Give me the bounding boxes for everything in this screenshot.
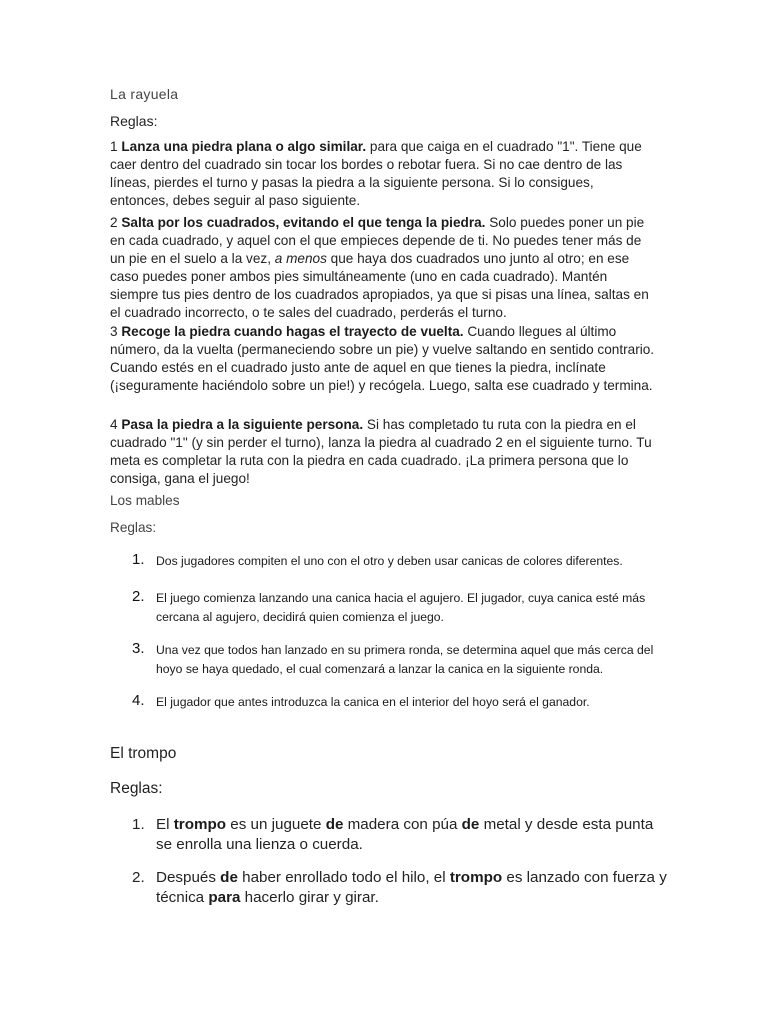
list-item: 1. El trompo es un juguete de madera con púa de metal y desde esta punta se enrolla una lienza o cuerda.: [132, 816, 654, 853]
rayuela-rule-3: 3 Recoge la piedra cuando hagas el trayecto de vuelta. Cuando llegues al último número, da la vuelta (permaneciendo sobre un pie) y vuelve saltando en sentido contrario. Cuando estés en el cuadrado justo ante de aquel en que tienes la piedra, inclínate (¡seguramente haciéndolo sobre un pie!) y recógela. Luego, salta ese cuadrado y termina.: [110, 324, 655, 393]
reglas-heading-trompo: Reglas:: [110, 780, 163, 797]
rule-2-bold: Salta por los cuadrados, evitando el que tenga la piedra.: [121, 215, 486, 230]
rayuela-rule-4: 4 Pasa la piedra a la siguiente persona. Si has completado tu ruta con la piedra en el cuadrado "1" (y sin perder el turno), lanza la piedra al cuadrado 2 en el siguiente turno. Tu meta es completar la ruta con la piedra en cada cuadrado. ¡La primera persona que lo consiga, gana el juego!: [110, 417, 652, 486]
trompo-rules-list: [110, 815, 670, 907]
reglas-heading-rayuela: Reglas:: [110, 113, 158, 129]
list-item: 3. Una vez que todos han lanzado en su primera ronda, se determina aquel que más cerca del hoyo se haya quedado, el cual comenzará a lanzar la canica en la siguiente ronda.: [132, 640, 654, 676]
rule-3-bold: Recoge la piedra cuando hagas el trayecto de vuelta.: [121, 324, 464, 339]
section-title-mables: Los mables: [110, 493, 180, 508]
list-item: 1. Dos jugadores compiten el uno con el otro y deben usar canicas de colores diferentes.: [132, 551, 623, 568]
mables-rules-list: [110, 552, 670, 712]
section-title-trompo: El trompo: [110, 745, 177, 762]
list-item: 4. El jugador que antes introduzca la canica en el interior del hoyo será el ganador.: [132, 692, 590, 709]
rayuela-rule-2: 2 Salta por los cuadrados, evitando el que tenga la piedra. Solo puedes poner un pie en cada cuadrado, y aquel con el que empieces depende de ti. No puedes tener más de un pie en el suelo a la vez, a menos que haya dos cuadrados uno junto al otro; en ese caso puedes poner ambos pies simultáneamente (uno en cada cuadrado). Mantén siempre tus pies dentro de los cuadrados apropiados, ya que si pisas una línea, saltas en el cuadrado incorrecto, o te sales del cuadrado, perderás el turno.: [110, 215, 649, 320]
reglas-heading-mables: Reglas:: [110, 520, 157, 535]
rule-1-bold: Lanza una piedra plana o algo similar.: [121, 139, 367, 154]
list-item: 2. El juego comienza lanzando una canica hacia el agujero. El jugador, cuya canica esté más cercana al agujero, decidirá quien comienza el juego.: [132, 588, 646, 624]
list-item: 2. Después de haber enrollado todo el hilo, el trompo es lanzado con fuerza y técnica para hacerlo girar y girar.: [132, 869, 667, 906]
rule-4-bold: Pasa la piedra a la siguiente persona.: [121, 417, 364, 432]
section-title-rayuela: La rayuela: [110, 86, 179, 102]
rayuela-rule-1: 1 Lanza una piedra plana o algo similar. para que caiga en el cuadrado "1". Tiene que caer dentro del cuadrado sin tocar los bordes o rebotar fuera. Si no cae dentro de las líneas, pierdes el turno y pasas la piedra a la siguiente persona. Si lo consigues, entonces, debes seguir al paso siguiente.: [110, 139, 642, 208]
